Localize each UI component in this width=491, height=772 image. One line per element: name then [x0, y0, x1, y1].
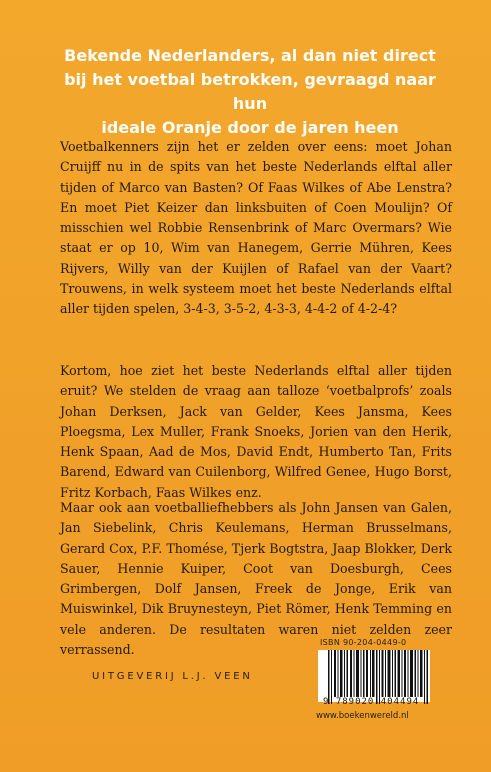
paragraph-text: Voetbalkenners zijn het er zelden over eens: moet Johan Cruijff nu in de spits van het beste Nederlands elftal aller tijden of Marco van Basten? Of Faas Wilkes of Abe Lenstra? En moet Piet Keizer dan linksbuiten of Coen Moulijn? Of misschien wel Robbie Rensenbrink of Marc Overmars? Wie staat er op 10, Wim van Hanegem, Gerrie Mühren, Kees Rijvers, Willy van der Kuijlen of Rafael van der Vaart? Trouwens, in welk systeem moet het beste Nederlands elftal aller tijden spelen, 3-4-3, 3-5-2, 4-3-3, 4-4-2 of 4-2-4? [60, 139, 452, 317]
isbn-label: ISBN 90-204-0449-0 [320, 638, 407, 647]
publisher-name: UITGEVERIJ L.J. VEEN [92, 671, 253, 682]
body-paragraph-1 [60, 137, 452, 320]
paragraph-text: Kortom, hoe ziet het beste Nederlands elftal aller tijden eruit? We stelden de vraag aan talloze ‘voetbalprofs’ zoals Johan Derksen, Jack van Gelder, Kees Jansma, Kees Ploegsma, Lex Muller, Frank Snoeks, Jorien van den Herik, Henk Spaan, Aad de Mos, David Endt, Humberto Tan, Frits Barend, Edward van Cuilenborg, Wilfred Genee, Hugo Borst, Fritz Korbach, Faas Wilkes enz. [60, 363, 452, 500]
headline [60, 44, 440, 140]
barcode-number: 9 789020 404494 [323, 697, 420, 707]
headline-line-2: bij het voetbal betrokken, gevraagd naar hun [64, 70, 436, 113]
website-url: www.boekenwereld.nl [316, 711, 409, 721]
barcode-icon [328, 650, 432, 704]
paragraph-text: Maar ook aan voetballiefhebbers als John Jansen van Galen, Jan Siebelink, Chris Keulemans, Herman Brusselmans, Gerard Cox, P.F. Thomése, Tjerk Bogtstra, Jaap Blokker, Derk Sauer, Hennie Kuiper, Coot van Doesburgh, Cees Grimbergen, Dolf Jansen, Freek de Jonge, Erik van Muiswinkel, Dik Bruynesteyn, Piet Römer, Henk Temming en vele anderen. De resultaten waren niet zelden zeer verrassend. [60, 500, 452, 658]
body-paragraph-3 [60, 498, 452, 660]
body-paragraph-2 [60, 361, 452, 503]
headline-line-3: ideale Oranje door de jaren heen [101, 118, 399, 137]
headline-line-1: Bekende Nederlanders, al dan niet direct [64, 46, 436, 65]
